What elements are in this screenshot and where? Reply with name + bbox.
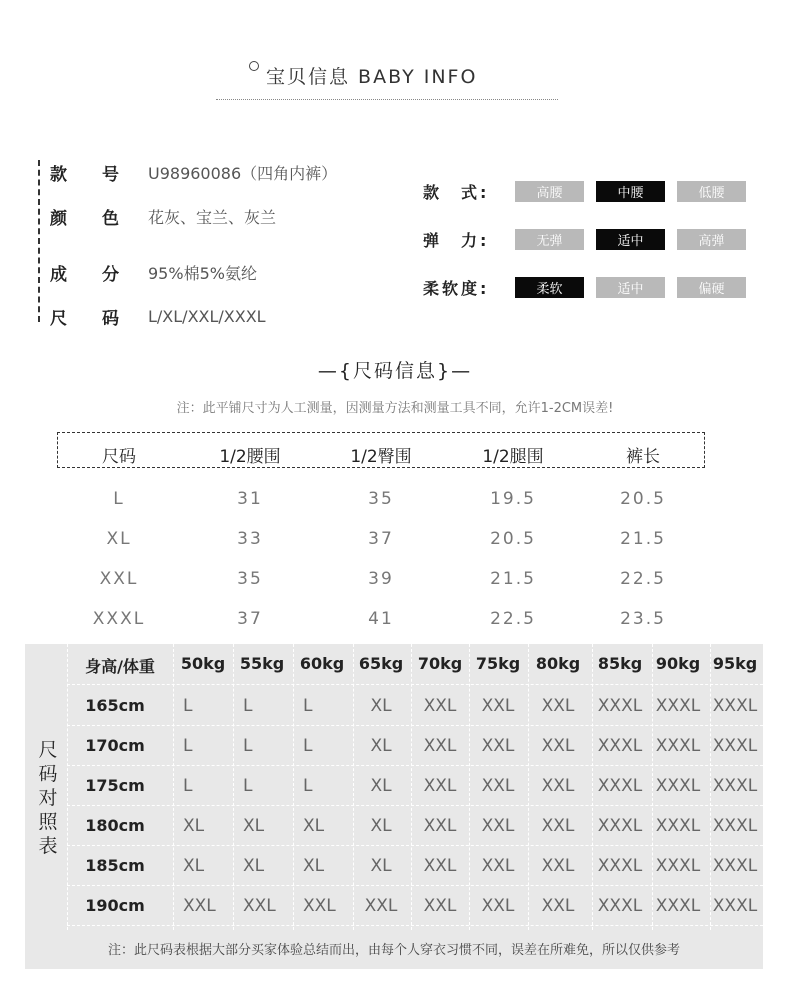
attr-option: 无弹 bbox=[515, 229, 584, 250]
size-chart-cell: L bbox=[183, 736, 193, 756]
grid-line bbox=[67, 684, 763, 685]
info-value: 花灰、宝兰、灰兰 bbox=[148, 207, 277, 227]
size-chart-cell: XXL bbox=[423, 856, 457, 876]
size-chart-cell: XXL bbox=[423, 776, 457, 796]
info-label bbox=[50, 304, 148, 329]
info-label bbox=[50, 260, 148, 285]
size-chart-cell: XXXL bbox=[655, 776, 701, 796]
size-chart-cell: XXXL bbox=[655, 856, 701, 876]
weight-header: 75kg bbox=[475, 654, 521, 673]
grid-line bbox=[67, 845, 763, 846]
info-value: L/XL/XXL/XXXL bbox=[148, 306, 266, 326]
attr-option: 柔软 bbox=[515, 277, 584, 298]
grid-line bbox=[67, 765, 763, 766]
size-chart-cell: XL bbox=[243, 856, 265, 876]
height-label: 170cm bbox=[85, 736, 145, 755]
info-label bbox=[50, 160, 148, 185]
size-table-cell: 35 bbox=[368, 489, 394, 509]
chart-corner-label: 身高/体重 bbox=[85, 657, 155, 676]
size-chart-cell: XXL bbox=[364, 896, 398, 916]
size-chart-cell: XL bbox=[303, 816, 325, 836]
grid-line bbox=[67, 925, 763, 926]
size-chart-cell: XXXL bbox=[655, 696, 701, 716]
size-chart-cell: XL bbox=[303, 856, 325, 876]
info-label-char: 色 bbox=[102, 208, 119, 229]
weight-header: 70kg bbox=[417, 654, 463, 673]
size-chart-cell: XXXL bbox=[712, 736, 758, 756]
size-chart-cell: XXXL bbox=[655, 736, 701, 756]
size-table-header: 裤长 bbox=[626, 447, 660, 467]
size-table-cell: 23.5 bbox=[620, 609, 666, 629]
size-info-title: —{尺码信息}— bbox=[317, 360, 473, 382]
size-chart-cell: L bbox=[243, 776, 253, 796]
attr-label: 款 式: bbox=[423, 182, 490, 202]
weight-header: 55kg bbox=[239, 654, 285, 673]
size-chart-cell: XXL bbox=[541, 736, 575, 756]
size-table-cell: L bbox=[113, 489, 125, 509]
size-chart-cell: L bbox=[243, 696, 253, 716]
size-chart-cell: XXXL bbox=[655, 816, 701, 836]
attr-label: 弹 力: bbox=[423, 230, 490, 250]
grid-line bbox=[293, 644, 294, 930]
size-table-cell: 41 bbox=[368, 609, 394, 629]
attr-option: 偏硬 bbox=[677, 277, 746, 298]
size-table-cell: 21.5 bbox=[490, 569, 536, 589]
size-chart-cell: L bbox=[303, 776, 313, 796]
size-chart-cell: XXL bbox=[481, 856, 515, 876]
size-chart-cell: XXL bbox=[481, 776, 515, 796]
size-table-header: 1/2腿围 bbox=[482, 447, 544, 467]
size-chart-cell: L bbox=[303, 696, 313, 716]
size-table-header: 1/2腰围 bbox=[219, 447, 281, 467]
size-chart-cell: L bbox=[243, 736, 253, 756]
attr-label: 柔软度: bbox=[423, 278, 490, 298]
attr-option: 高腰 bbox=[515, 181, 584, 202]
size-table-cell: 20.5 bbox=[620, 489, 666, 509]
info-row bbox=[50, 259, 257, 285]
size-chart-cell: XL bbox=[370, 816, 392, 836]
size-chart-cell: XL bbox=[243, 816, 265, 836]
size-table-cell: 33 bbox=[237, 529, 263, 549]
size-chart-cell: XL bbox=[370, 736, 392, 756]
info-row bbox=[50, 303, 266, 329]
header-divider bbox=[216, 99, 558, 100]
size-chart-cell: XXL bbox=[481, 816, 515, 836]
weight-header: 85kg bbox=[597, 654, 643, 673]
info-divider bbox=[38, 160, 40, 322]
size-chart-cell: XXXL bbox=[597, 856, 643, 876]
side-label-char: 码 bbox=[38, 763, 58, 785]
size-chart-cell: XXXL bbox=[597, 816, 643, 836]
weight-header: 65kg bbox=[358, 654, 404, 673]
size-chart-cell: XXXL bbox=[712, 696, 758, 716]
info-label-char: 成 bbox=[50, 264, 67, 285]
size-chart-cell: XXL bbox=[481, 696, 515, 716]
size-chart-cell: XXL bbox=[481, 896, 515, 916]
size-table-cell: 19.5 bbox=[490, 489, 536, 509]
weight-header: 50kg bbox=[180, 654, 226, 673]
size-chart-cell: XL bbox=[370, 776, 392, 796]
size-table-cell: XL bbox=[106, 529, 132, 549]
attr-option: 适中 bbox=[596, 277, 665, 298]
weight-header: 95kg bbox=[712, 654, 758, 673]
side-label-char: 尺 bbox=[38, 739, 58, 761]
size-table-cell: 21.5 bbox=[620, 529, 666, 549]
grid-line bbox=[67, 805, 763, 806]
size-chart-cell: XXL bbox=[541, 896, 575, 916]
info-label-char: 颜 bbox=[50, 208, 67, 229]
attr-row bbox=[423, 180, 758, 202]
size-chart-cell: XXXL bbox=[597, 736, 643, 756]
height-label: 175cm bbox=[85, 776, 145, 795]
size-chart-cell: XXXL bbox=[597, 696, 643, 716]
size-chart-cell: XXL bbox=[423, 736, 457, 756]
size-table-cell: 37 bbox=[237, 609, 263, 629]
size-chart-cell: XXL bbox=[423, 816, 457, 836]
weight-header: 80kg bbox=[535, 654, 581, 673]
size-table-cell: XXXL bbox=[92, 609, 146, 629]
size-table-header: 尺码 bbox=[102, 447, 136, 467]
size-chart-cell: XL bbox=[183, 816, 205, 836]
info-value: 95%棉5%氨纶 bbox=[148, 263, 257, 283]
height-label: 180cm bbox=[85, 816, 145, 835]
size-chart-cell: XXL bbox=[183, 896, 216, 916]
size-chart-cell: XXL bbox=[481, 736, 515, 756]
height-label: 190cm bbox=[85, 896, 145, 915]
size-table-cell: 39 bbox=[368, 569, 394, 589]
grid-line bbox=[67, 885, 763, 886]
size-chart-cell: XXXL bbox=[712, 776, 758, 796]
attr-row bbox=[423, 228, 758, 250]
size-table-cell: XXL bbox=[99, 569, 139, 589]
attr-option: 适中 bbox=[596, 229, 665, 250]
side-label-char: 对 bbox=[38, 787, 58, 809]
size-chart-cell: XXXL bbox=[712, 896, 758, 916]
size-chart-cell: XXXL bbox=[712, 816, 758, 836]
info-value: U98960086（四角内裤） bbox=[148, 163, 338, 183]
size-table-header: 1/2臀围 bbox=[350, 447, 412, 467]
grid-line bbox=[67, 725, 763, 726]
size-chart-cell: XXL bbox=[541, 816, 575, 836]
size-table-cell: 35 bbox=[237, 569, 263, 589]
size-chart-cell: XXL bbox=[541, 776, 575, 796]
page-title: 宝贝信息 BABY INFO bbox=[266, 66, 478, 88]
grid-line bbox=[233, 644, 234, 930]
weight-header: 60kg bbox=[299, 654, 345, 673]
size-chart-cell: XXXL bbox=[712, 856, 758, 876]
size-chart-cell: XXXL bbox=[655, 896, 701, 916]
grid-line bbox=[173, 644, 174, 930]
weight-header: 90kg bbox=[655, 654, 701, 673]
info-label-char: 分 bbox=[102, 264, 119, 285]
size-chart-cell: XXL bbox=[423, 896, 457, 916]
size-table-cell: 20.5 bbox=[490, 529, 536, 549]
info-row bbox=[50, 203, 276, 229]
header-circle-icon bbox=[249, 61, 259, 71]
attr-option: 中腰 bbox=[596, 181, 665, 202]
info-row bbox=[50, 159, 337, 185]
size-table-cell: 31 bbox=[237, 489, 263, 509]
info-label-char: 尺 bbox=[50, 308, 67, 329]
size-chart-cell: XL bbox=[370, 856, 392, 876]
info-label bbox=[50, 204, 148, 229]
size-chart-cell: XXL bbox=[541, 856, 575, 876]
size-chart-cell: L bbox=[183, 776, 193, 796]
size-chart-side-label bbox=[36, 738, 60, 858]
size-chart-cell: XXXL bbox=[597, 896, 643, 916]
info-label-char: 款 bbox=[50, 164, 67, 185]
attr-option: 低腰 bbox=[677, 181, 746, 202]
size-chart-cell: XL bbox=[370, 696, 392, 716]
size-chart-cell: L bbox=[183, 696, 193, 716]
height-label: 185cm bbox=[85, 856, 145, 875]
side-label-char: 表 bbox=[38, 835, 58, 857]
size-chart-cell: XXL bbox=[423, 696, 457, 716]
measure-note: 注：此平铺尺寸为人工测量，因测量方法和测量工具不同，允许1-2CM误差! bbox=[176, 401, 614, 416]
size-chart-cell: XXL bbox=[243, 896, 276, 916]
attr-option: 高弹 bbox=[677, 229, 746, 250]
side-label-char: 照 bbox=[38, 811, 58, 833]
info-label-char: 码 bbox=[102, 308, 119, 329]
size-table-cell: 22.5 bbox=[620, 569, 666, 589]
attr-row bbox=[423, 276, 758, 298]
size-chart-cell: XL bbox=[183, 856, 205, 876]
info-label-char: 号 bbox=[102, 164, 119, 185]
size-table-cell: 37 bbox=[368, 529, 394, 549]
size-table-cell: 22.5 bbox=[490, 609, 536, 629]
height-label: 165cm bbox=[85, 696, 145, 715]
size-chart-cell: XXXL bbox=[597, 776, 643, 796]
size-chart-cell: XXL bbox=[541, 696, 575, 716]
size-chart-cell: L bbox=[303, 736, 313, 756]
size-chart-cell: XXL bbox=[303, 896, 336, 916]
chart-note: 注：此尺码表根据大部分买家体验总结而出，由每个人穿衣习惯不同，误差在所难免，所以仅供参考 bbox=[107, 943, 680, 958]
